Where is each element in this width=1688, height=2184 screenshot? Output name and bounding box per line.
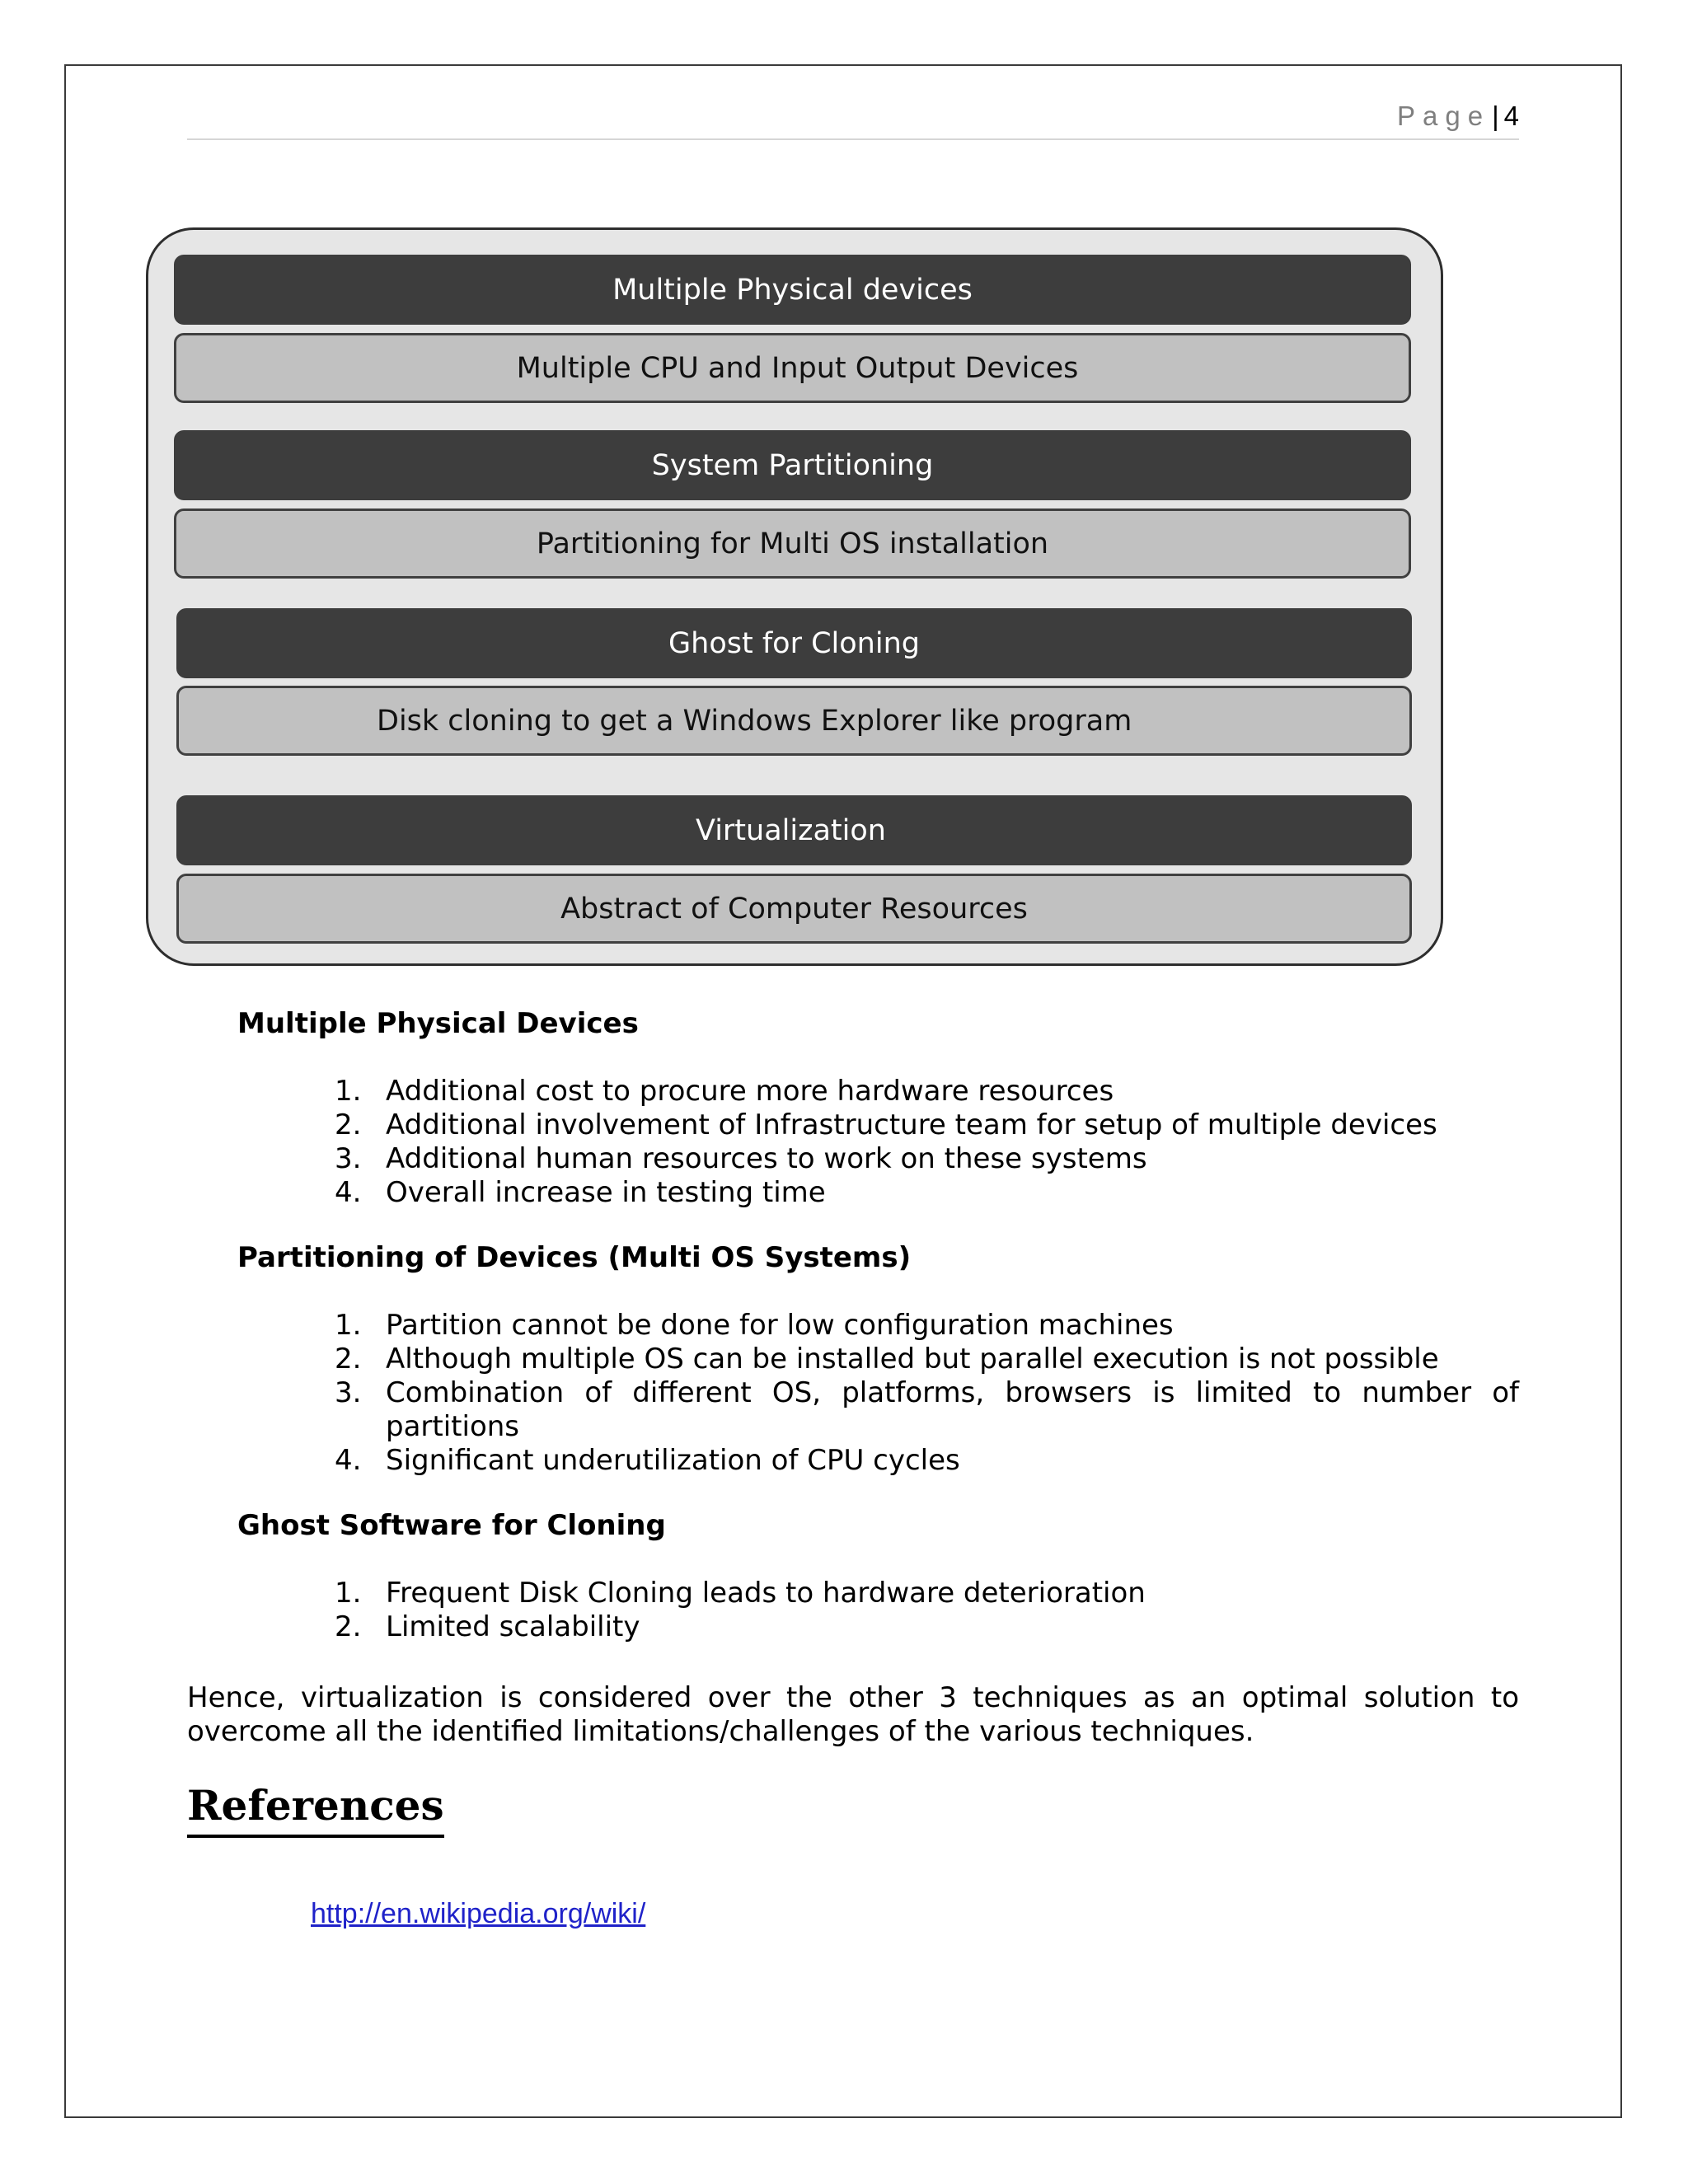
bar-label: Abstract of Computer Resources: [560, 892, 1028, 926]
list-item: 2. Limited scalability: [335, 1610, 640, 1643]
page-number: 4: [1503, 101, 1519, 131]
list-item: 1. Additional cost to procure more hardware resources: [335, 1075, 1114, 1108]
list-ghost: [335, 1577, 1519, 1644]
bar-label: Multiple CPU and Input Output Devices: [516, 351, 1079, 385]
diagram-bar-multiple-cpu-io: [174, 333, 1411, 403]
references-heading: References: [187, 1779, 444, 1838]
list-physical-devices: [335, 1075, 1519, 1210]
list-partitioning: [335, 1309, 1519, 1478]
bar-label: Virtualization: [696, 813, 886, 847]
bar-label: System Partitioning: [651, 448, 934, 482]
section-heading-partitioning: Partitioning of Devices (Multi OS Systems): [237, 1241, 912, 1274]
diagram-bar-system-partitioning: [174, 430, 1411, 500]
section-heading-ghost: Ghost Software for Cloning: [237, 1509, 666, 1542]
diagram-bar-multiple-physical-devices: [174, 255, 1411, 325]
diagram-bar-abstract-resources: [176, 874, 1412, 944]
section-heading-physical-devices: Multiple Physical Devices: [237, 1007, 639, 1040]
diagram-bar-virtualization: [176, 795, 1412, 865]
bar-label: Partitioning for Multi OS installation: [536, 527, 1049, 560]
list-item: 2. Additional involvement of Infrastructure team for setup of multiple devices: [335, 1108, 1437, 1141]
list-item: 1. Partition cannot be done for low configuration machines: [335, 1309, 1174, 1342]
list-item: 3. Combination of different OS, platforms, browsers is limited to number of partitions: [335, 1376, 1519, 1443]
page-header: [187, 99, 1519, 140]
diagram-bar-ghost-for-cloning: [176, 608, 1412, 678]
conclusion-paragraph: Hence, virtualization is considered over the other 3 techniques as an optimal solution to overcome all the identified limitations/challenges of the various techniques.: [187, 1681, 1519, 1748]
bar-label: Disk cloning to get a Windows Explorer like program: [377, 704, 1132, 738]
page-separator: |: [1492, 101, 1499, 131]
techniques-diagram: [146, 227, 1443, 966]
bar-label: Multiple Physical devices: [612, 273, 973, 307]
diagram-bar-partitioning-multi-os: [174, 509, 1411, 579]
page-word: Page: [1396, 101, 1491, 131]
list-item: 4. Overall increase in testing time: [335, 1176, 826, 1209]
list-item: 1. Frequent Disk Cloning leads to hardware deterioration: [335, 1577, 1146, 1610]
list-item: 3. Additional human resources to work on these systems: [335, 1142, 1147, 1175]
page-number-label: [1397, 101, 1519, 132]
list-item: 2. Although multiple OS can be installed but parallel execution is not possible: [335, 1343, 1439, 1376]
list-item: 4. Significant underutilization of CPU cycles: [335, 1444, 960, 1477]
diagram-bar-disk-cloning: [176, 686, 1412, 756]
bar-label: Ghost for Cloning: [668, 626, 920, 660]
reference-link[interactable]: http://en.wikipedia.org/wiki/: [311, 1898, 646, 1929]
